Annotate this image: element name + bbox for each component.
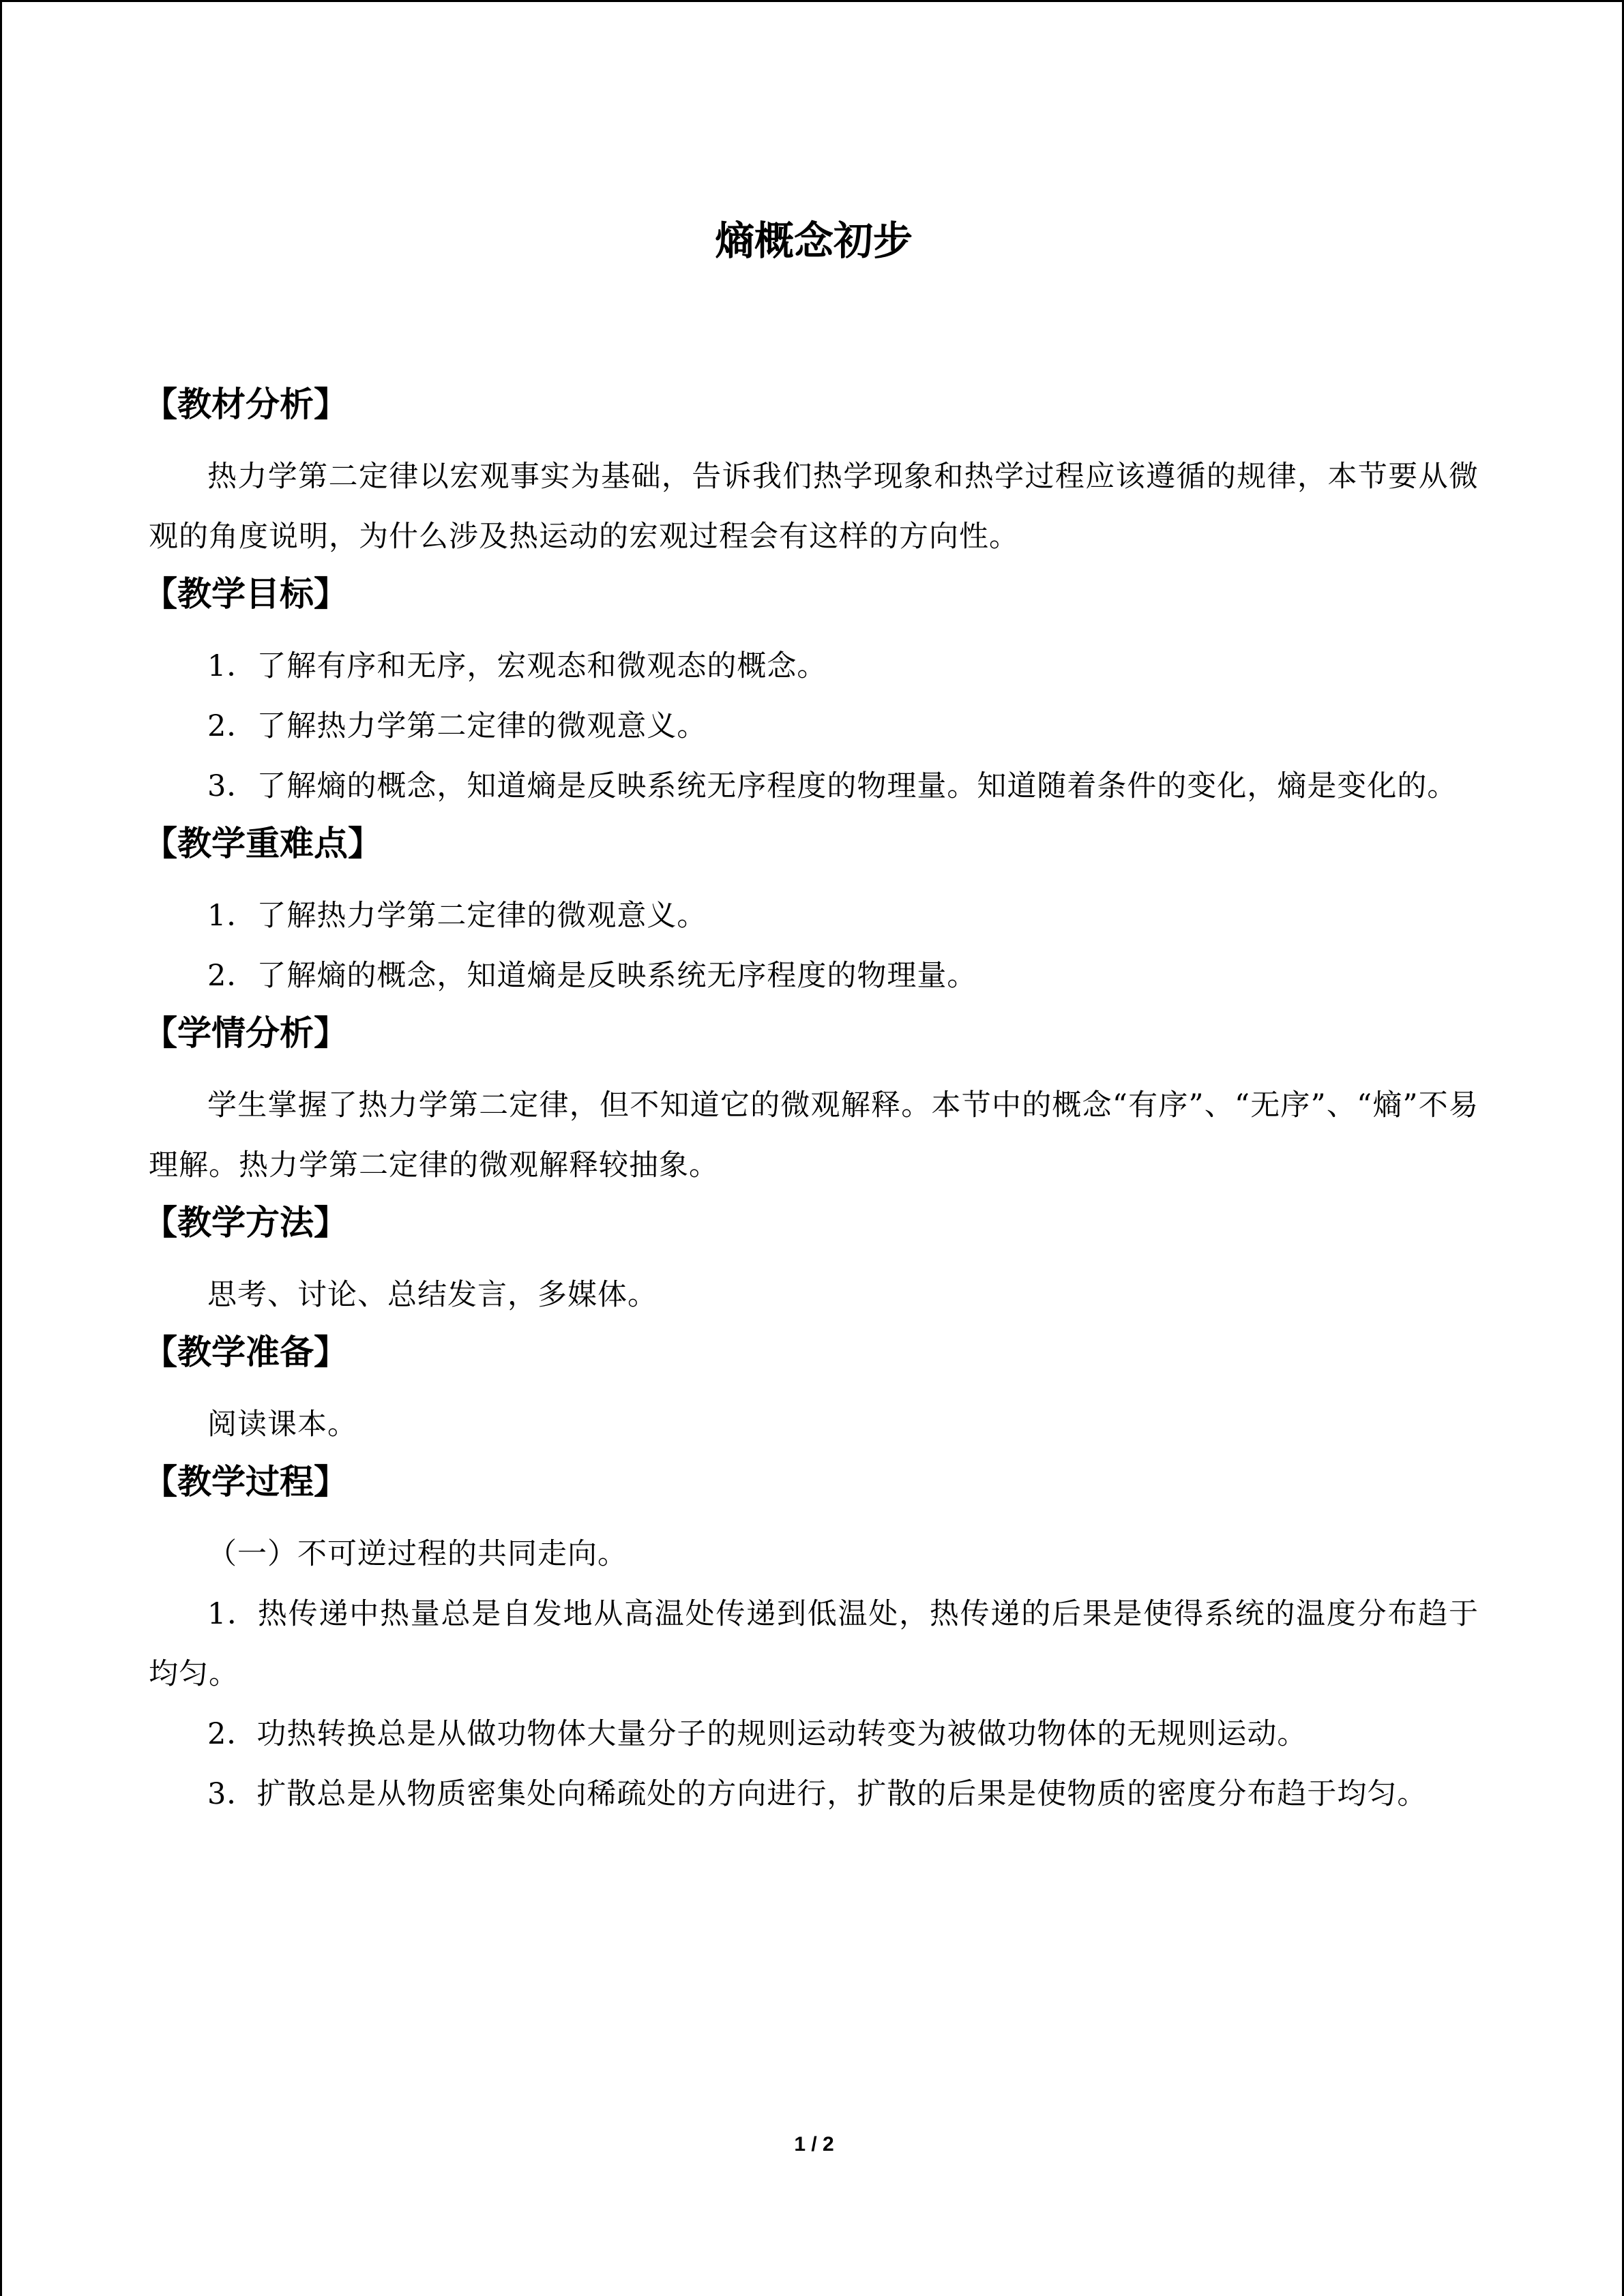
paragraph: 2．功热转换总是从做功物体大量分子的规则运动转变为被做功物体的无规则运动。	[207, 1717, 1308, 1751]
section-key-difficulties	[143, 816, 1479, 1006]
section-heading: 【教材分析】	[143, 385, 348, 424]
page-number: 1 / 2	[794, 2133, 834, 2156]
paragraph: 3．了解熵的概念，知道熵是反映系统无序程度的物理量。知道随着条件的变化，熵是变化的。	[207, 769, 1458, 803]
section-heading: 【教学准备】	[143, 1332, 348, 1372]
paragraph: 3．扩散总是从物质密集处向稀疏处的方向进行，扩散的后果是使物质的密度分布趋于均匀。	[207, 1777, 1428, 1811]
paragraph: 阅读课本。	[207, 1407, 357, 1442]
section-heading: 【教学目标】	[143, 574, 348, 614]
paragraph: 学生掌握了热力学第二定律，但不知道它的微观解释。本节中的概念“有序”、“无序”、“熵”不易理解。热力学第二定律的微观解释较抽象。	[149, 1088, 1479, 1182]
section-teaching-preparation	[143, 1325, 1479, 1455]
section-heading: 【教学方法】	[143, 1203, 348, 1242]
paragraph: 1．了解有序和无序，宏观态和微观态的概念。	[207, 649, 827, 683]
section-teaching-process	[143, 1455, 1479, 1824]
section-heading: 【教学重难点】	[143, 824, 382, 863]
paragraph: 2．了解熵的概念，知道熵是反映系统无序程度的物理量。	[207, 959, 977, 993]
section-teaching-methods	[143, 1195, 1479, 1325]
section-teaching-objectives	[143, 567, 1479, 816]
paragraph: 1．热传递中热量总是自发地从高温处传递到低温处，热传递的后果是使得系统的温度分布趋于均匀。	[149, 1597, 1479, 1691]
paragraph: 1．了解热力学第二定律的微观意义。	[207, 899, 707, 933]
section-textbook-analysis	[143, 377, 1479, 567]
paragraph: （一）不可逆过程的共同走向。	[207, 1537, 628, 1571]
section-heading: 【学情分析】	[143, 1013, 348, 1053]
paragraph: 热力学第二定律以宏观事实为基础，告诉我们热学现象和热学过程应该遵循的规律，本节要从微观的角度说明，为什么涉及热运动的宏观过程会有这样的方向性。	[149, 460, 1479, 554]
document-title: 熵概念初步	[714, 218, 913, 264]
section-student-analysis	[143, 1006, 1479, 1195]
document-content	[143, 207, 1479, 1824]
section-heading: 【教学过程】	[143, 1462, 348, 1502]
paragraph: 思考、讨论、总结发言，多媒体。	[207, 1278, 658, 1312]
paragraph: 2．了解热力学第二定律的微观意义。	[207, 709, 707, 743]
